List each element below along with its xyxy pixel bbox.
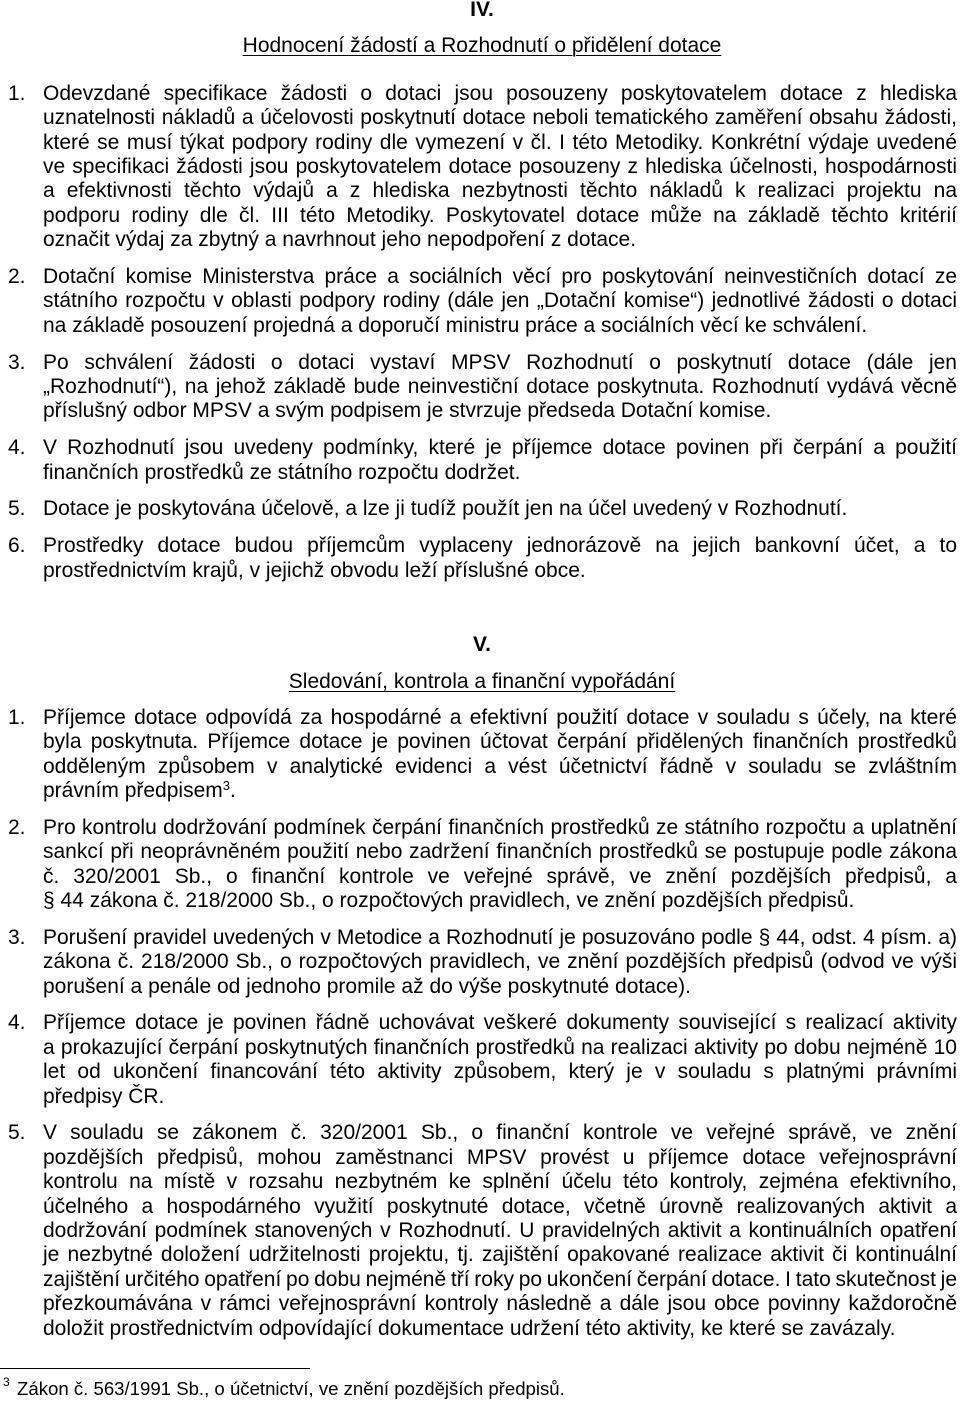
- item-number: 5.: [8, 1121, 26, 1145]
- text-line: [43, 155, 957, 179]
- text-line: [43, 289, 957, 313]
- footnote: [0, 1375, 960, 1400]
- line-text: a efektivnosti těchto výdajů a z hlediska nezbytnosti těchto nákladů k realizaci projektu na: [43, 179, 957, 203]
- text-line: [43, 755, 957, 779]
- section-heading: [0, 34, 960, 58]
- item-number: 5.: [8, 497, 26, 521]
- section-heading-text: Hodnocení žádostí a Rozhodnutí o přidělení dotace: [242, 33, 722, 57]
- text-line: [43, 1060, 957, 1084]
- line-text: Příjemce dotace je povinen řádně uchovávat veškeré dokumenty související s realizací aktivity: [43, 1011, 957, 1035]
- numbered-list: [0, 82, 960, 583]
- line-text: Po schválení žádosti o dotaci vystaví MPSV Rozhodnutí o poskytnutí dotace (dále jen: [43, 350, 957, 374]
- text-line: [43, 1146, 957, 1170]
- line-text: § 44 zákona č. 218/2000 Sb., o rozpočtových pravidlech, ve znění pozdějších předpisů.: [43, 889, 855, 912]
- item-text: [43, 82, 957, 253]
- list-item: [0, 497, 960, 521]
- line-text: V souladu se zákonem č. 320/2001 Sb., o finanční kontrole ve veřejné správě, ve znění: [43, 1121, 957, 1145]
- item-text: [43, 706, 957, 804]
- list-item: [0, 534, 960, 583]
- text-line: [43, 351, 957, 375]
- section-number: IV.: [470, 0, 494, 21]
- text-line: [43, 131, 957, 155]
- text-line: [43, 461, 957, 485]
- line-text: doložit prostřednictvím odpovídající dokumentace udržení této aktivity, ke které se zavázaly.: [43, 1316, 896, 1340]
- line-text: podporu rodiny dle čl. III této Metodiky. Poskytovatel dotace může na základě těchto kritérií: [43, 203, 957, 227]
- line-text: Příjemce dotace odpovídá za hospodárné a efektivní použití dotace v souladu s účely, na které: [43, 705, 957, 729]
- line-text: přezkoumávána v rámci veřejnosprávní kontroly následně a dále jsou obce povinny každoročně: [43, 1292, 957, 1316]
- text-line: [43, 1268, 957, 1292]
- line-text: Dotace je poskytována účelově, a lze ji tudíž použít jen na účel uvedený v Rozhodnutí.: [43, 497, 848, 521]
- line-text: Dotační komise Ministerstva práce a sociálních věcí pro poskytování neinvestičních dotací ze: [43, 265, 957, 288]
- section-number: V.: [473, 632, 491, 656]
- numbered-list: [0, 706, 960, 1341]
- line-text: pozdějších předpisů, mohou zaměstnanci MPSV provést u příjemce dotace veřejnosprávní: [43, 1145, 957, 1169]
- text-line: [43, 950, 957, 974]
- item-number: 6.: [8, 534, 26, 558]
- line-text: příslušný odbor MPSV a svým podpisem je stvrzuje předseda Dotační komise.: [43, 399, 772, 423]
- list-item: [0, 816, 960, 914]
- text-line: [43, 975, 957, 999]
- text-line: [43, 1317, 957, 1341]
- item-number: 2.: [8, 265, 26, 288]
- text-line: [43, 1170, 957, 1194]
- item-number: 4.: [8, 1011, 26, 1035]
- line-text: Odevzdané specifikace žádosti o dotaci jsou posouzeny poskytovatelem dotace z hlediska: [43, 81, 957, 105]
- line-text: let od ukončení financování této aktivity způsobem, který je v souladu s platnými právními: [43, 1060, 957, 1084]
- text-line: [43, 1219, 957, 1243]
- list-item: [0, 926, 960, 999]
- item-text: [43, 265, 957, 338]
- footnote-marker: 3: [3, 1375, 10, 1389]
- section-v: [0, 633, 960, 1341]
- line-text: porušení a penále od jednoho promile až do výše poskytnuté dotace).: [43, 974, 691, 998]
- footnote-separator: [0, 1368, 310, 1369]
- line-text: ve specifikaci žádosti jsou poskytovatelem dotace posouzeny z hlediska účelnosti, hospodárnosti: [43, 154, 957, 178]
- line-text: sankcí při neoprávněném použití nebo zadržení finančních prostředků se postupuje podle zákona: [43, 840, 957, 864]
- text-line: [43, 1085, 957, 1109]
- item-text: [43, 1011, 957, 1109]
- line-text: Prostředky dotace budou příjemcům vyplaceny jednorázově na jejich bankovní účet, a to: [43, 534, 957, 558]
- line-text: a prokazující čerpání poskytnutých finančních prostředků na realizaci aktivity po dobu nejméně 10: [43, 1035, 957, 1059]
- line-text: č. 320/2001 Sb., o finanční kontrole ve veřejné správě, ve znění pozdějších předpisů, a: [43, 864, 957, 888]
- line-text: zajištění určitého opatření po dobu nejméně tří roky po ukončení čerpání dotace. I tato skutečnost je: [43, 1267, 957, 1291]
- list-item: [0, 265, 960, 338]
- line-text: uznatelnosti nákladů a účelovosti poskytnutí dotace neboli tematického zaměření obsahu žádosti,: [43, 106, 957, 130]
- section-heading-text: Sledování, kontrola a finanční vypořádání: [288, 669, 676, 693]
- line-text: které se musí týkat podpory rodiny dle vymezení v čl. I této Metodiky. Konkrétní výdaje uvedené: [43, 130, 957, 154]
- line-text: kontrolu na místě v rozsahu nezbytném ke splnění účelu této kontroly, zejména efektivního,: [43, 1170, 957, 1194]
- item-number: 3.: [8, 350, 26, 374]
- item-text: [43, 926, 957, 999]
- text-line: [43, 106, 957, 130]
- list-item: [0, 436, 960, 485]
- text-line: [43, 706, 957, 730]
- line-text: byla poskytnuta. Příjemce dotace je povinen účtovat čerpání přidělených finančních prostředků: [43, 730, 957, 754]
- text-line: [43, 265, 957, 289]
- text-line: [43, 375, 957, 399]
- line-text: státního rozpočtu v oblasti podpory rodiny (dále jen „Dotační komise“) jednotlivé žádosti o dotaci: [43, 289, 957, 313]
- list-item: [0, 1121, 960, 1341]
- text-line: [43, 1011, 957, 1035]
- text-line: [43, 82, 957, 106]
- line-text: Porušení pravidel uvedených v Metodice a Rozhodnutí je posuzováno podle § 44, odst. 4 písm. a): [43, 925, 957, 949]
- text-line: [43, 1195, 957, 1219]
- text-line: [43, 436, 957, 460]
- line-text: je nezbytné doložení udržitelnosti projektu, tj. zajištění opakované realizace aktivit či kontinuální: [43, 1243, 957, 1267]
- item-number: 2.: [8, 815, 26, 839]
- item-number: 3.: [8, 925, 26, 949]
- line-text: dodržování podmínek stanovených v Rozhodnutí. U pravidelných aktivit a kontinuálních opatření: [43, 1219, 957, 1243]
- line-text: na základě posouzení projedná a doporučí ministru práce a sociálních věcí ke schválení.: [43, 313, 868, 337]
- footnote-text: Zákon č. 563/1991 Sb., o účetnictví, ve znění pozdějších předpisů.: [17, 1378, 565, 1399]
- list-item: [0, 82, 960, 253]
- line-text: Pro kontrolu dodržování podmínek čerpání finančních prostředků ze státního rozpočtu a uplatnění: [43, 815, 957, 839]
- line-text: „Rozhodnutí“), na jehož základě bude neinvestiční dotace poskytnuta. Rozhodnutí vydává věcně: [43, 375, 957, 399]
- text-line: [43, 228, 957, 252]
- line-text: účelného a hospodárného využití poskytnuté dotace, včetně úrovně realizovaných aktivit a: [43, 1194, 957, 1218]
- line-text: právním předpisem: [43, 778, 223, 802]
- list-item: [0, 351, 960, 424]
- line-text: předpisy ČR.: [43, 1084, 165, 1108]
- text-line: [43, 497, 957, 521]
- text-line: [43, 889, 957, 913]
- text-line: [43, 559, 957, 583]
- line-text: finančních prostředků ze státního rozpočtu dodržet.: [43, 460, 521, 484]
- item-number: 1.: [8, 81, 26, 105]
- text-line: [43, 926, 957, 950]
- text-line: [43, 314, 957, 338]
- text-line: [43, 1036, 957, 1060]
- line-text: V Rozhodnutí jsou uvedeny podmínky, které je příjemce dotace povinen při čerpání a použití: [43, 436, 957, 460]
- item-text: [43, 436, 957, 485]
- item-text: [43, 1121, 957, 1341]
- text-line: [43, 730, 957, 754]
- footnote-reference: 3: [222, 777, 230, 793]
- section-iv: [0, 0, 960, 583]
- text-line: [43, 865, 957, 889]
- section-heading: [0, 670, 960, 694]
- item-text: [43, 497, 957, 521]
- text-line: [43, 1121, 957, 1145]
- text-line: [43, 816, 957, 840]
- text-line: [43, 1292, 957, 1316]
- item-text: [43, 816, 957, 914]
- text-line: [43, 1243, 957, 1267]
- text-line: [43, 840, 957, 864]
- text-line: [43, 534, 957, 558]
- item-number: 1.: [8, 705, 26, 729]
- line-text-end: .: [229, 778, 236, 802]
- text-line: [43, 779, 957, 803]
- line-text: zákona č. 218/2000 Sb., o rozpočtových pravidlech, ve znění pozdějších předpisů (odvod ve výši: [43, 950, 957, 974]
- line-text: prostřednictvím krajů, v jejichž obvodu leží příslušné obce.: [43, 558, 586, 582]
- item-text: [43, 351, 957, 424]
- text-line: [43, 179, 957, 203]
- item-number: 4.: [8, 436, 26, 460]
- text-line: [43, 399, 957, 423]
- text-line: [43, 204, 957, 228]
- line-text: odděleným způsobem v analytické evidenci a vést účetnictví řádně v souladu se zvláštním: [43, 754, 957, 778]
- item-text: [43, 534, 957, 583]
- list-item: [0, 1011, 960, 1109]
- line-text: označit výdaj za zbytný a navrhnout jeho nepodpoření z dotace.: [43, 228, 637, 252]
- list-item: [0, 706, 960, 804]
